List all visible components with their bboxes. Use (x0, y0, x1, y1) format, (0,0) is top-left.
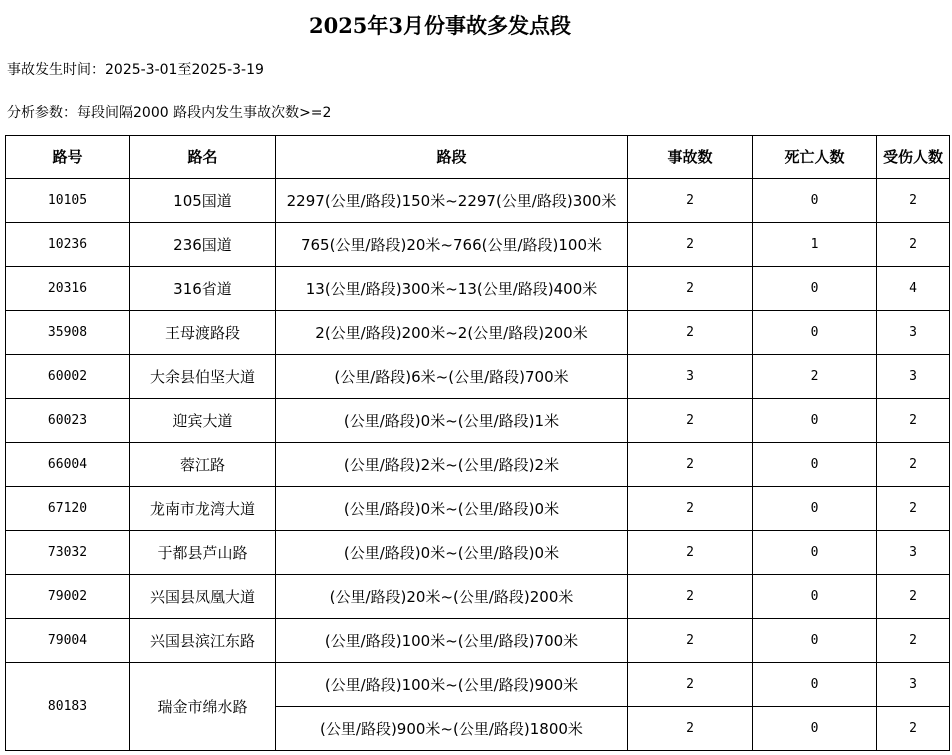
road-name-cell: 瑞金市绵水路 (130, 663, 276, 751)
analysis-parameters: 分析参数：每段间隔2000 路段内发生事故次数>=2 (7, 105, 332, 121)
road-segment-cell: (公里/路段)20米~(公里/路段)200米 (276, 575, 628, 619)
road-name-cell: 236国道 (130, 223, 276, 267)
death-count-cell: 0 (753, 487, 877, 531)
header-road-name: 路名 (130, 136, 276, 179)
road-segment-cell: 2(公里/路段)200米~2(公里/路段)200米 (276, 311, 628, 355)
road-code-cell: 66004 (6, 443, 130, 487)
death-count-cell: 0 (753, 531, 877, 575)
road-name-cell: 迎宾大道 (130, 399, 276, 443)
accident-count-cell: 2 (628, 619, 753, 663)
header-accident-count: 事故数 (628, 136, 753, 179)
table-row (6, 487, 950, 531)
table-row (6, 355, 950, 399)
road-code-cell: 73032 (6, 531, 130, 575)
injury-count-cell: 3 (877, 355, 950, 399)
injury-count-cell: 2 (877, 399, 950, 443)
death-count-cell: 0 (753, 443, 877, 487)
table-row (6, 267, 950, 311)
header-injury-count: 受伤人数 (877, 136, 950, 179)
accident-count-cell: 2 (628, 663, 753, 707)
road-segment-cell: 765(公里/路段)20米~766(公里/路段)100米 (276, 223, 628, 267)
road-code-cell: 60002 (6, 355, 130, 399)
table-row (6, 179, 950, 223)
injury-count-cell: 2 (877, 707, 950, 751)
road-code-cell: 79004 (6, 619, 130, 663)
table-row (6, 619, 950, 663)
road-segment-cell: 13(公里/路段)300米~13(公里/路段)400米 (276, 267, 628, 311)
road-code-cell: 60023 (6, 399, 130, 443)
table-row (6, 223, 950, 267)
death-count-cell: 0 (753, 179, 877, 223)
injury-count-cell: 2 (877, 619, 950, 663)
road-name-cell: 兴国县滨江东路 (130, 619, 276, 663)
death-count-cell: 0 (753, 707, 877, 751)
injury-count-cell: 2 (877, 223, 950, 267)
road-segment-cell: (公里/路段)100米~(公里/路段)900米 (276, 663, 628, 707)
road-name-cell: 王母渡路段 (130, 311, 276, 355)
road-segment-cell: 2297(公里/路段)150米~2297(公里/路段)300米 (276, 179, 628, 223)
header-road-code: 路号 (6, 136, 130, 179)
accident-count-cell: 2 (628, 399, 753, 443)
injury-count-cell: 2 (877, 443, 950, 487)
accident-count-cell: 2 (628, 311, 753, 355)
table-header-row (6, 136, 950, 179)
road-segment-cell: (公里/路段)6米~(公里/路段)700米 (276, 355, 628, 399)
road-segment-cell: (公里/路段)0米~(公里/路段)0米 (276, 531, 628, 575)
accident-hotspot-table (5, 135, 950, 751)
accident-count-cell: 2 (628, 443, 753, 487)
accident-count-cell: 2 (628, 487, 753, 531)
injury-count-cell: 2 (877, 487, 950, 531)
accident-count-cell: 2 (628, 223, 753, 267)
death-count-cell: 0 (753, 311, 877, 355)
road-code-cell: 10236 (6, 223, 130, 267)
accident-count-cell: 2 (628, 267, 753, 311)
road-segment-cell: (公里/路段)100米~(公里/路段)700米 (276, 619, 628, 663)
road-segment-cell: (公里/路段)900米~(公里/路段)1800米 (276, 707, 628, 751)
death-count-cell: 0 (753, 399, 877, 443)
header-death-count: 死亡人数 (753, 136, 877, 179)
accident-count-cell: 2 (628, 575, 753, 619)
death-count-cell: 2 (753, 355, 877, 399)
road-code-cell: 20316 (6, 267, 130, 311)
road-name-cell: 105国道 (130, 179, 276, 223)
death-count-cell: 0 (753, 575, 877, 619)
accident-time-range: 事故发生时间：2025-3-01至2025-3-19 (7, 62, 264, 78)
table-row (6, 663, 950, 707)
table-row (6, 531, 950, 575)
table-row (6, 443, 950, 487)
injury-count-cell: 3 (877, 311, 950, 355)
death-count-cell: 0 (753, 267, 877, 311)
injury-count-cell: 3 (877, 531, 950, 575)
injury-count-cell: 3 (877, 663, 950, 707)
road-name-cell: 兴国县凤凰大道 (130, 575, 276, 619)
table-row (6, 311, 950, 355)
road-segment-cell: (公里/路段)0米~(公里/路段)0米 (276, 487, 628, 531)
death-count-cell: 1 (753, 223, 877, 267)
header-road-segment: 路段 (276, 136, 628, 179)
accident-count-cell: 2 (628, 531, 753, 575)
road-name-cell: 大余县伯坚大道 (130, 355, 276, 399)
road-segment-cell: (公里/路段)0米~(公里/路段)1米 (276, 399, 628, 443)
road-segment-cell: (公里/路段)2米~(公里/路段)2米 (276, 443, 628, 487)
accident-count-cell: 2 (628, 179, 753, 223)
road-code-cell: 80183 (6, 663, 130, 751)
accident-count-cell: 3 (628, 355, 753, 399)
road-name-cell: 316省道 (130, 267, 276, 311)
injury-count-cell: 2 (877, 179, 950, 223)
death-count-cell: 0 (753, 663, 877, 707)
road-code-cell: 67120 (6, 487, 130, 531)
injury-count-cell: 4 (877, 267, 950, 311)
table-row (6, 399, 950, 443)
road-code-cell: 79002 (6, 575, 130, 619)
road-name-cell: 于都县芦山路 (130, 531, 276, 575)
death-count-cell: 0 (753, 619, 877, 663)
accident-count-cell: 2 (628, 707, 753, 751)
injury-count-cell: 2 (877, 575, 950, 619)
page-title: 2025年3月份事故多发点段 (308, 13, 572, 38)
road-code-cell: 10105 (6, 179, 130, 223)
road-code-cell: 35908 (6, 311, 130, 355)
road-name-cell: 蓉江路 (130, 443, 276, 487)
road-name-cell: 龙南市龙湾大道 (130, 487, 276, 531)
table-row (6, 575, 950, 619)
